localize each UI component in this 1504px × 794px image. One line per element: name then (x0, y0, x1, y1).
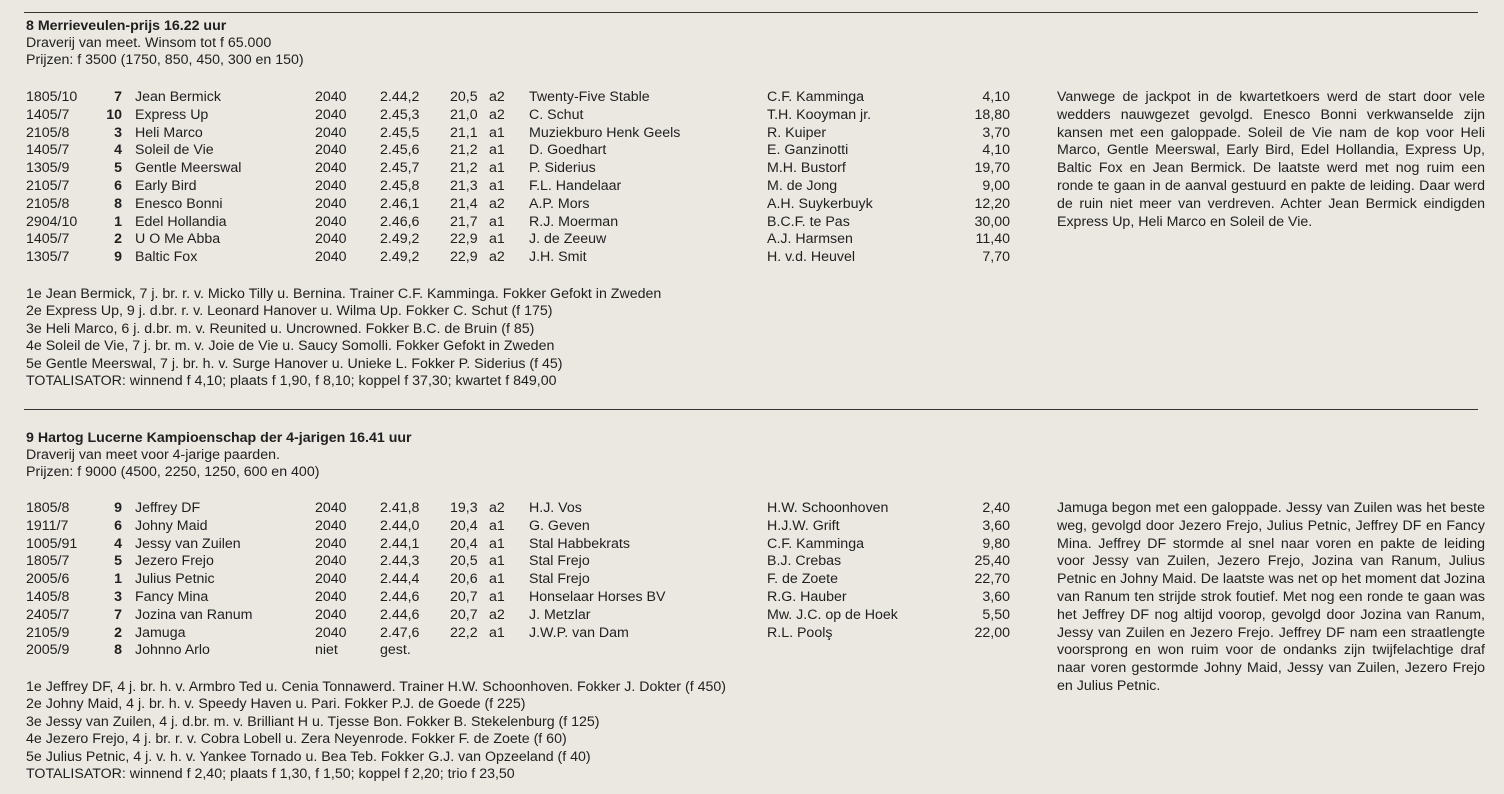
start-number: 6 (114, 177, 122, 194)
start-type: a1 (489, 160, 505, 177)
horse-name: Jessy van Zuilen (135, 535, 241, 552)
distance: 2040 (315, 213, 347, 230)
distance: niet (315, 642, 338, 659)
distance: 2040 (315, 142, 347, 159)
odds: 22,00 (974, 624, 1010, 641)
km-time: 21,4 (450, 195, 478, 212)
km-time: 20,7 (450, 606, 478, 623)
distance: 2040 (315, 606, 347, 623)
owner: Twenty-Five Stable (529, 89, 650, 105)
start-number: 7 (114, 606, 122, 623)
form-code: 2105/7 (26, 177, 70, 194)
placing-line: 3e Jessy van Zuilen, 4 j. d.br. m. v. Brilliant H u. Tjesse Bon. Fokker B. Stekelenburg (f 125) (26, 713, 600, 730)
start-number: 4 (114, 142, 122, 159)
owner: J.W.P. van Dam (529, 624, 629, 641)
placing-line: 5e Julius Petnic, 4 j. v. h. v. Yankee Tornado u. Bea Teb. Fokker G.J. van Opzeeland (f 40) (26, 748, 591, 765)
distance: 2040 (315, 517, 347, 534)
race-title: 8 Merrieveulen-prijs 16.22 uur (26, 18, 227, 34)
owner: J. Metzlar (529, 606, 591, 623)
form-code: 1405/7 (26, 106, 70, 123)
distance: 2040 (315, 535, 347, 552)
start-type: a2 (489, 89, 505, 105)
finish-time: 2.44,2 (380, 89, 420, 105)
form-code: 2005/9 (26, 642, 70, 659)
form-code: 2105/9 (26, 624, 70, 641)
distance: 2040 (315, 588, 347, 605)
placing-line: 4e Jezero Frejo, 4 j. br. r. v. Cobra Lobell u. Zera Neyenrode. Fokker F. de Zoete (f 60) (26, 731, 567, 748)
finish-time: 2.41,8 (380, 500, 420, 516)
placing-line: 1e Jean Bermick, 7 j. br. r. v. Micko Tilly u. Bernina. Trainer C.F. Kamminga. Fokker Gefokt in Zweden (26, 286, 662, 302)
top-rule (24, 12, 1478, 13)
odds: 18,80 (974, 106, 1010, 123)
km-time: 21,3 (450, 177, 478, 194)
race-9-section (26, 430, 1486, 783)
start-number: 3 (114, 588, 122, 605)
race-report: Vanwege de jackpot in de kwartetkoers werd de start door vele wedders nauwgezet gevolgd. Enesco Bonni verkwanselde zijn kansen met een galoppade. Soleil de Vie nam de kop voor Heli Marco, Gentle Meerswal, Early Bird, Edel Hollandia, Express Up, Baltic Fox en Jean Bermick. De laatste werd met nog ruim een ronde te gaan in de aanval gestuurd en pakte de leiding. Daar werd de ruin niet meer van verdreven. Achter Jean Bermick eindigden Express Up, Heli Marco en Soleil de Vie. (1057, 89, 1485, 230)
placing-line: 1e Jeffrey DF, 4 j. br. h. v. Armbro Ted u. Cenia Tonnawerd. Trainer H.W. Schoonhoven. Fokker J. Dokter (f 450) (26, 679, 726, 695)
distance: 2040 (315, 89, 347, 105)
km-time: 22,9 (450, 249, 478, 266)
driver: T.H. Kooyman jr. (767, 106, 872, 123)
km-time: 20,6 (450, 571, 478, 588)
start-number: 4 (114, 535, 122, 552)
km-time: 21,7 (450, 213, 478, 230)
km-time: 21,1 (450, 124, 478, 141)
km-time: 20,5 (450, 553, 478, 570)
driver: R.L. Poolş (767, 624, 833, 641)
race-title: 9 Hartog Lucerne Kampioenschap der 4-jarigen 16.41 uur (26, 430, 412, 446)
finish-time: 2.44,3 (380, 553, 420, 570)
owner: C. Schut (529, 106, 584, 123)
odds: 5,50 (982, 606, 1010, 623)
horse-name: Jozina van Ranum (135, 606, 253, 623)
placing-line: 4e Soleil de Vie, 7 j. br. m. v. Joie de Vie u. Saucy Somolli. Fokker Gefokt in Zweden (26, 338, 555, 355)
distance: 2040 (315, 231, 347, 248)
owner: Stal Frejo (529, 571, 590, 588)
finish-time: 2.44,6 (380, 606, 420, 623)
start-number: 3 (114, 124, 122, 141)
odds: 30,00 (974, 213, 1010, 230)
form-code: 1911/7 (26, 517, 69, 534)
start-type: a1 (489, 535, 505, 552)
km-time: 20,4 (450, 517, 478, 534)
start-type: a2 (489, 500, 505, 516)
horse-name: Enesco Bonni (135, 195, 223, 212)
form-code: 2005/6 (26, 571, 70, 588)
start-type: a2 (489, 606, 505, 623)
horse-name: Jean Bermick (135, 89, 221, 105)
odds: 12,20 (974, 195, 1010, 212)
placings-details (26, 286, 661, 390)
driver: F. de Zoete (767, 571, 838, 588)
form-code: 1805/7 (26, 553, 70, 570)
driver: C.F. Kamminga (767, 535, 864, 552)
start-number: 7 (114, 89, 122, 105)
driver: H.J.W. Grift (767, 517, 840, 534)
odds: 11,40 (975, 231, 1010, 248)
race-8-section (26, 18, 1486, 390)
horse-name: Edel Hollandia (135, 213, 227, 230)
km-time: 20,5 (450, 89, 478, 105)
horse-name: Baltic Fox (135, 249, 198, 266)
placing-line: 3e Heli Marco, 6 j. d.br. m. v. Reunited u. Uncrowned. Fokker B.C. de Bruin (f 85) (26, 320, 535, 337)
start-type: a1 (489, 553, 505, 570)
driver: R.G. Hauber (767, 588, 847, 605)
start-number: 8 (114, 195, 122, 212)
start-number: 9 (114, 500, 122, 516)
owner: D. Goedhart (529, 142, 607, 159)
distance: 2040 (315, 500, 347, 516)
owner: Stal Frejo (529, 553, 590, 570)
odds: 4,10 (982, 142, 1010, 159)
km-time: 20,7 (450, 588, 478, 605)
odds: 3,60 (982, 588, 1010, 605)
form-code: 1805/8 (26, 500, 70, 516)
form-code: 2105/8 (26, 195, 70, 212)
start-number: 2 (114, 624, 122, 641)
start-type: a1 (489, 588, 505, 605)
horse-name: Soleil de Vie (135, 142, 214, 159)
owner: F.L. Handelaar (529, 177, 622, 194)
finish-time: gest. (380, 642, 411, 659)
odds: 22,70 (974, 571, 1010, 588)
distance: 2040 (315, 124, 347, 141)
distance: 2040 (315, 624, 347, 641)
km-time: 21,0 (450, 106, 478, 123)
driver: A.H. Suykerbuyk (767, 195, 873, 212)
horse-name: Johnno Arlo (135, 642, 210, 659)
distance: 2040 (315, 571, 347, 588)
start-type: a2 (489, 249, 505, 266)
driver: B.C.F. te Pas (767, 213, 850, 230)
km-time: 20,4 (450, 535, 478, 552)
form-code: 1305/9 (26, 160, 70, 177)
driver: M. de Jong (767, 177, 838, 194)
horse-name: Jamuga (135, 624, 186, 641)
owner: R.J. Moerman (529, 213, 619, 230)
finish-time: 2.44,6 (380, 588, 420, 605)
race-conditions: Draverij van meet voor 4-jarige paarden. (26, 447, 280, 463)
driver: Mw. J.C. op de Hoek (767, 606, 898, 623)
start-type: a1 (489, 177, 505, 194)
start-type: a1 (489, 213, 505, 230)
form-code: 2105/8 (26, 124, 70, 141)
finish-time: 2.46,6 (380, 213, 420, 230)
form-code: 2405/7 (26, 606, 70, 623)
owner: Stal Habbekrats (529, 535, 630, 552)
start-type: a1 (489, 624, 505, 641)
horse-name: Early Bird (135, 177, 197, 194)
form-code: 1005/91 (26, 535, 78, 552)
horse-name: Fancy Mina (135, 588, 209, 605)
totalisator-line: TOTALISATOR: winnend f 4,10; plaats f 1,90, f 8,10; koppel f 37,30; kwartet f 849,00 (26, 373, 557, 390)
finish-time: 2.46,1 (380, 195, 420, 212)
form-code: 1805/10 (26, 89, 78, 105)
start-type: a1 (489, 142, 505, 159)
placings-details (26, 679, 726, 783)
placing-line: 5e Gentle Meerswal, 7 j. br. h. v. Surge Hanover u. Unieke L. Fokker P. Siderius (f 45) (26, 355, 563, 372)
start-type: a1 (489, 517, 505, 534)
distance: 2040 (315, 160, 347, 177)
driver: C.F. Kamminga (767, 89, 864, 105)
finish-time: 2.45,5 (380, 124, 420, 141)
odds: 25,40 (974, 553, 1010, 570)
finish-time: 2.44,1 (380, 535, 420, 552)
start-type: a2 (489, 106, 505, 123)
horse-name: Julius Petnic (135, 571, 215, 588)
driver: H.W. Schoonhoven (767, 500, 889, 516)
race-prizes: Prijzen: f 3500 (1750, 850, 450, 300 en 150) (26, 52, 304, 68)
distance: 2040 (315, 249, 347, 266)
odds: 3,60 (982, 517, 1010, 534)
start-number: 10 (106, 106, 122, 123)
placing-line: 2e Express Up, 9 j. d.br. r. v. Leonard Hanover u. Wilma Up. Fokker C. Schut (f 175) (26, 303, 553, 320)
form-code: 1305/7 (26, 249, 70, 266)
owner: Honselaar Horses BV (529, 588, 666, 605)
owner: J. de Zeeuw (529, 231, 607, 248)
start-number: 1 (114, 213, 122, 230)
start-number: 2 (114, 231, 122, 248)
finish-time: 2.45,7 (380, 160, 420, 177)
driver: E. Ganzinotti (767, 142, 849, 159)
section-divider (24, 409, 1478, 410)
owner: H.J. Vos (529, 500, 582, 516)
odds: 3,70 (982, 124, 1010, 141)
odds: 9,00 (982, 177, 1010, 194)
odds: 4,10 (982, 89, 1010, 105)
start-number: 9 (114, 249, 122, 266)
finish-time: 2.45,8 (380, 177, 420, 194)
odds: 7,70 (982, 249, 1010, 266)
finish-time: 2.44,4 (380, 571, 420, 588)
odds: 19,70 (974, 160, 1010, 177)
driver: R. Kuiper (767, 124, 827, 141)
owner: Muziekburo Henk Geels (529, 124, 681, 141)
km-time: 22,9 (450, 231, 478, 248)
distance: 2040 (315, 195, 347, 212)
start-type: a2 (489, 195, 505, 212)
km-time: 22,2 (450, 624, 478, 641)
driver: M.H. Bustorf (767, 160, 846, 177)
driver: B.J. Crebas (767, 553, 842, 570)
form-code: 1405/7 (26, 231, 70, 248)
owner: A.P. Mors (529, 195, 590, 212)
finish-time: 2.45,6 (380, 142, 420, 159)
horse-name: Express Up (135, 106, 209, 123)
start-number: 8 (114, 642, 122, 659)
start-number: 5 (114, 553, 122, 570)
owner: G. Geven (529, 517, 590, 534)
horse-name: Heli Marco (135, 124, 203, 141)
start-number: 5 (114, 160, 122, 177)
race-prizes: Prijzen: f 9000 (4500, 2250, 1250, 600 en 400) (26, 464, 320, 480)
horse-name: U O Me Abba (135, 231, 221, 248)
form-code: 2904/10 (26, 213, 78, 230)
finish-time: 2.49,2 (380, 231, 420, 248)
finish-time: 2.45,3 (380, 106, 420, 123)
odds: 9,80 (982, 535, 1010, 552)
horse-name: Jeffrey DF (135, 500, 201, 516)
start-type: a1 (489, 571, 505, 588)
owner: J.H. Smit (529, 249, 587, 266)
start-type: a1 (489, 124, 505, 141)
owner: P. Siderius (529, 160, 596, 177)
horse-name: Gentle Meerswal (135, 160, 242, 177)
start-number: 1 (114, 571, 122, 588)
race-report: Jamuga begon met een galoppade. Jessy van Zuilen was het beste weg, gevolgd door Jezero Frejo, Julius Petnic, Jeffrey DF en Fancy Mina. Jeffrey DF stormde al snel naar voren en pakte de leiding voor Jessy van Zuilen, Jezero Frejo, Jozina van Ranum, Julius Petnic en Johny Maid. De laatste was net op het moment dat Jozina van Ranum ten strijde strok foutief. Met nog een ronde te gaan was het Jeffrey DF nog altijd voorop, gevolgd door Jozina van Ranum, Jessy van Zuilen en Jezero Frejo. Jeffrey DF nam een straatlengte voorsprong en won ruim voor de ondanks zijn twijfelachtige draf naar voren gestormde Johny Maid, Jessy van Zuilen, Jezero Frejo en Julius Petnic. (1057, 500, 1485, 694)
form-code: 1405/8 (26, 588, 70, 605)
horse-name: Johny Maid (135, 517, 208, 534)
totalisator-line: TOTALISATOR: winnend f 2,40; plaats f 1,30, f 1,50; koppel f 2,20; trio f 23,50 (26, 766, 515, 783)
start-number: 6 (114, 517, 122, 534)
driver: A.J. Harmsen (767, 231, 853, 248)
driver: H. v.d. Heuvel (767, 249, 856, 266)
finish-time: 2.44,0 (380, 517, 420, 534)
form-code: 1405/7 (26, 142, 70, 159)
km-time: 21,2 (450, 160, 478, 177)
km-time: 19,3 (450, 500, 478, 516)
placing-line: 2e Johny Maid, 4 j. br. h. v. Speedy Haven u. Pari. Fokker P.J. de Goede (f 225) (26, 696, 526, 713)
km-time: 21,2 (450, 142, 478, 159)
start-type: a1 (489, 231, 505, 248)
distance: 2040 (315, 553, 347, 570)
distance: 2040 (315, 106, 347, 123)
race-conditions: Draverij van meet. Winsom tot f 65.000 (26, 35, 272, 51)
distance: 2040 (315, 177, 347, 194)
horse-name: Jezero Frejo (135, 553, 214, 570)
finish-time: 2.49,2 (380, 249, 420, 266)
odds: 2,40 (982, 500, 1010, 516)
finish-time: 2.47,6 (380, 624, 420, 641)
